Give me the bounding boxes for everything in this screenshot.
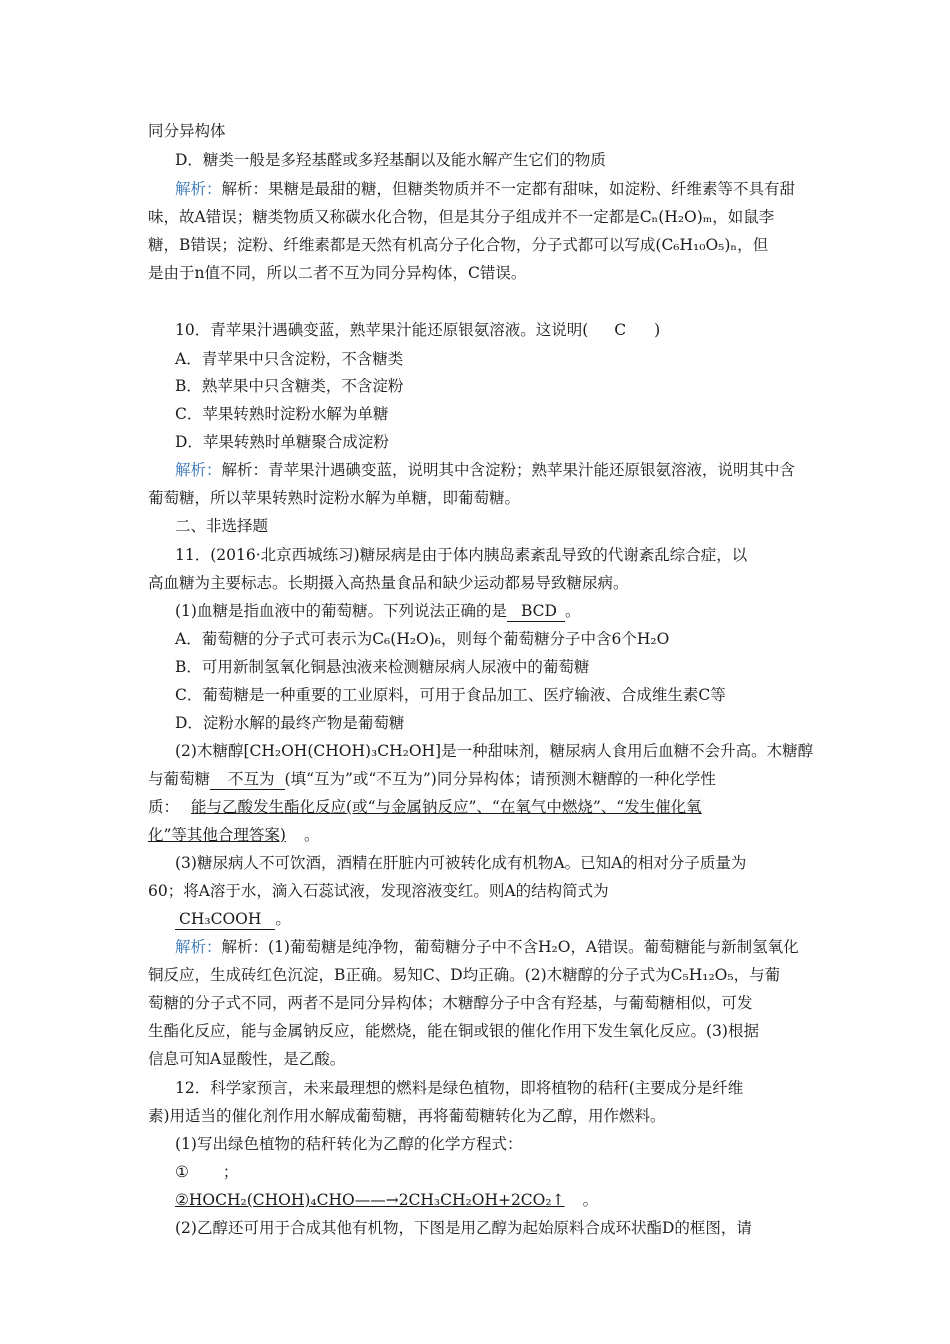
text-line: 高血糖为主要标志。长期摄入高热量食品和缺少运动都易导致糖尿病。 bbox=[148, 574, 629, 592]
text-line: 信息可知A显酸性，是乙酸。 bbox=[148, 1050, 346, 1068]
close-paren: ) bbox=[654, 321, 661, 339]
text-line: 素)用适当的催化剂作用水解成葡萄糖，再将葡萄糖转化为乙醇，用作燃料。 bbox=[148, 1107, 666, 1125]
option-c: C．苹果转熟时淀粉水解为单糖 bbox=[175, 405, 389, 423]
text-line: 铜反应，生成砖红色沉淀，B正确。易知C、D均正确。(2)木糖醇的分子式为C₅H₁₂O₅，与葡 bbox=[148, 966, 781, 984]
answer-underlined: 化”等其他合理答案) bbox=[148, 826, 286, 844]
text-segment: 质： bbox=[148, 798, 180, 816]
answer-blank: 不互为 bbox=[210, 769, 285, 790]
period: 。 bbox=[275, 910, 291, 928]
analysis-line bbox=[175, 179, 795, 199]
period: 。 bbox=[582, 1191, 599, 1209]
text-line: 味，故A错误；糖类物质又称碳水化合物，但是其分子组成并不一定都是Cₙ(H₂O)ₘ，如鼠李 bbox=[148, 208, 775, 226]
circle-number: ① bbox=[175, 1163, 189, 1181]
analysis-line bbox=[175, 937, 799, 957]
text-line: 萄糖的分子式不同，两者不是同分异构体；木糖醇分子中含有羟基，与葡萄糖相似，可发 bbox=[148, 994, 753, 1012]
answer-line bbox=[175, 909, 291, 930]
answer-underlined: 能与乙酸发生酯化反应(或“与金属钠反应”、“在氧气中燃烧”、“发生催化氧 bbox=[191, 798, 702, 816]
analysis-label: 解析： bbox=[175, 938, 222, 956]
text-line: 60；将A溶于水，滴入石蕊试液，发现溶液变红。则A的结构简式为 bbox=[148, 882, 609, 900]
analysis-text: 解析：果糖是最甜的糖，但糖类物质并不一定都有甜味，如淀粉、纤维素等不具有甜 bbox=[221, 180, 796, 198]
text-line: 生酯化反应，能与金属钠反应，能燃烧，能在铜或银的催化作用下发生氧化反应。(3)根据 bbox=[148, 1022, 759, 1040]
question-11-3: (3)糖尿病人不可饮酒，酒精在肝脏内可被转化成有机物A。已知A的相对分子质量为 bbox=[175, 854, 747, 872]
answer-blank: CH₃COOH bbox=[175, 909, 275, 930]
analysis-label: 解析： bbox=[175, 180, 222, 198]
analysis-line bbox=[175, 460, 795, 480]
option-b: B．可用新制氢氧化铜悬浊液来检测糖尿病人尿液中的葡萄糖 bbox=[175, 658, 590, 676]
analysis-label: 解析： bbox=[175, 461, 222, 479]
text-line bbox=[148, 797, 702, 817]
option-a: A．青苹果中只含淀粉，不含糖类 bbox=[175, 350, 404, 368]
question-11-2: (2)木糖醇[CH₂OH(CHOH)₃CH₂OH]是一种甜味剂，糖尿病人食用后血糖不会升高。木糖醇 bbox=[175, 742, 814, 760]
analysis-text: 解析：(1)葡萄糖是纯净物，葡萄糖分子中不含H₂O，A错误。葡萄糖能与新制氢氧化 bbox=[221, 938, 799, 956]
option-d: D．糖类一般是多羟基醛或多羟基酮以及能水解产生它们的物质 bbox=[175, 151, 606, 169]
question-11-1 bbox=[175, 601, 580, 622]
question-10 bbox=[175, 320, 660, 340]
section-heading: 二、非选择题 bbox=[175, 517, 269, 535]
question-12-1: (1)写出绿色植物的秸秆转化为乙醇的化学方程式： bbox=[175, 1135, 523, 1153]
answer-blank: BCD bbox=[507, 601, 565, 622]
text-line bbox=[148, 825, 320, 845]
text-segment: (填“互为”或“不互为”)同分异构体；请预测木糖醇的一种化学性 bbox=[284, 770, 716, 788]
option-d: D．淀粉水解的最终产物是葡萄糖 bbox=[175, 714, 405, 732]
equation-2 bbox=[175, 1190, 598, 1210]
text-line bbox=[148, 769, 716, 790]
option-b: B．熟苹果中只含糖类，不含淀粉 bbox=[175, 377, 404, 395]
option-c: C．葡萄糖是一种重要的工业原料，可用于食品加工、医疗输液、合成维生素C等 bbox=[175, 686, 726, 704]
answer-10: C bbox=[614, 321, 627, 339]
option-a: A．葡萄糖的分子式可表示为C₆(H₂O)₆，则每个葡萄糖分子中含6个H₂O bbox=[175, 630, 670, 648]
text-line: 葡萄糖，所以苹果转熟时淀粉水解为单糖，即葡萄糖。 bbox=[148, 489, 521, 507]
question-10-stem: 10．青苹果汁遇碘变蓝，熟苹果汁能还原银氨溶液。这说明( bbox=[175, 321, 589, 339]
text-line: 同分异构体 bbox=[148, 122, 226, 140]
question-11: 11．(2016·北京西城练习)糖尿病是由于体内胰岛素紊乱导致的代谢紊乱综合症，以 bbox=[175, 546, 748, 564]
option-d: D．苹果转熟时单糖聚合成淀粉 bbox=[175, 433, 389, 451]
text-segment: 与葡萄糖 bbox=[148, 770, 211, 788]
period: 。 bbox=[564, 602, 581, 620]
semicolon: ； bbox=[222, 1163, 239, 1181]
question-11-1-stem: (1)血糖是指血液中的葡萄糖。下列说法正确的是 bbox=[175, 602, 507, 620]
question-12: 12．科学家预言，未来最理想的燃料是绿色植物，即将植物的秸秆(主要成分是纤维 bbox=[175, 1079, 744, 1097]
analysis-text: 解析：青苹果汁遇碘变蓝，说明其中含淀粉；熟苹果汁能还原银氨溶液，说明其中含 bbox=[221, 461, 796, 479]
answer-underlined: ②HOCH₂(CHOH)₄CHO——→2CH₃CH₂OH+2CO₂↑ bbox=[175, 1191, 565, 1209]
question-12-2: (2)乙醇还可用于合成其他有机物，下图是用乙醇为起始原料合成环状酯D的框图，请 bbox=[175, 1219, 752, 1237]
text-line: 糖，B错误；淀粉、纤维素都是天然有机高分子化合物，分子式都可以写成(C₆H₁₀O₅)ₙ，但 bbox=[148, 236, 769, 254]
text-line: 是由于n值不同，所以二者不互为同分异构体，C错误。 bbox=[148, 264, 527, 282]
period: 。 bbox=[303, 826, 320, 844]
equation-1 bbox=[175, 1162, 238, 1182]
